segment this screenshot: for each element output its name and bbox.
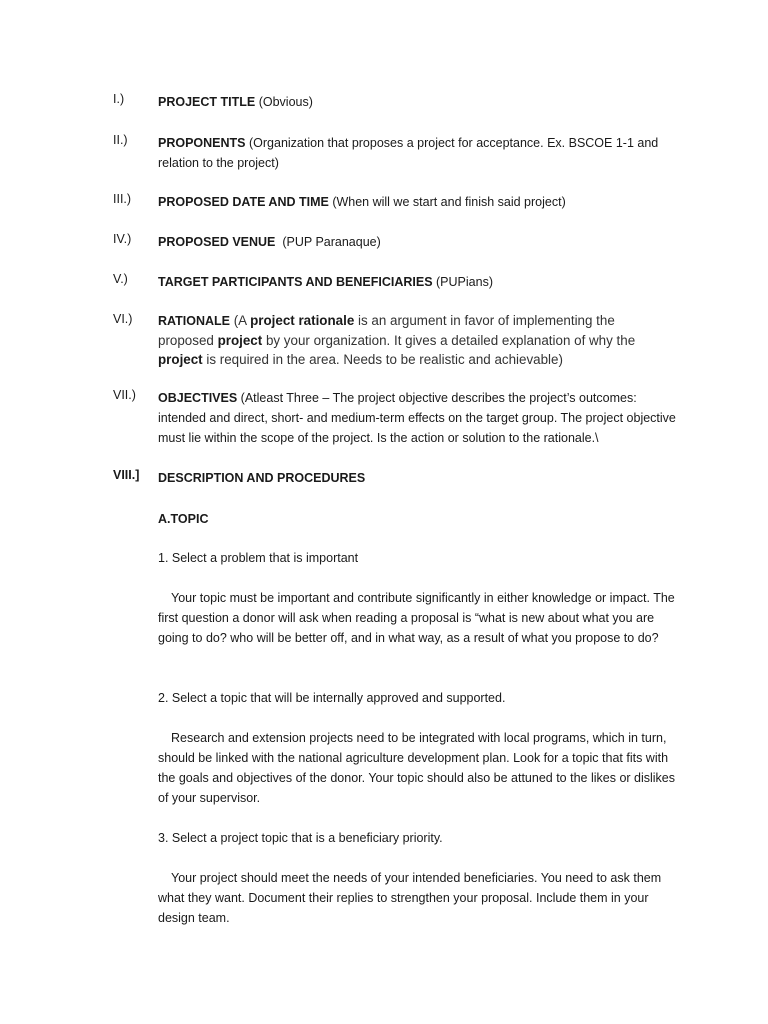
subsection-title: A.TOPIC	[158, 512, 209, 526]
item-body: Your topic must be important and contribute significantly in either knowledge or impact. The first question a donor will ask when reading a proposal is “what is new about what you are going to do? who will be better off, and in what way, as a result of what you propose to do?	[158, 591, 675, 645]
rationale-text: by your organization. It gives a detailed explanation of why the	[262, 333, 636, 348]
section-text	[158, 232, 688, 252]
section-text	[158, 468, 688, 488]
section-number: V.)	[113, 272, 128, 286]
section-number: VII.)	[113, 388, 136, 402]
rationale-term: project	[217, 333, 263, 348]
item-heading: 3. Select a project topic that is a beneficiary priority.	[158, 831, 443, 845]
section-title: PROPOSED DATE AND TIME	[158, 195, 329, 209]
section-desc: (Obvious)	[255, 95, 313, 109]
section-text	[158, 192, 688, 212]
section-desc: (PUP Paranaque)	[275, 235, 381, 249]
section-text	[158, 272, 688, 292]
section-title: OBJECTIVES	[158, 391, 238, 405]
subsection-heading	[158, 509, 688, 529]
section-number: III.)	[113, 192, 132, 206]
section-text	[158, 388, 683, 448]
section-title: TARGET PARTICIPANTS AND BENEFICIARIES	[158, 275, 433, 289]
item-body: Research and extension projects need to be integrated with local programs, which in turn, should be linked with the national agriculture development plan. Look for a topic that fits with the goals and objectives of the donor. Your topic should also be attuned to the likes or dislikes of your supervisor.	[158, 731, 676, 805]
section-number: II.)	[113, 133, 128, 147]
item-heading: 1. Select a problem that is important	[158, 551, 359, 565]
section-number: IV.)	[113, 232, 132, 246]
rationale-term: project rationale	[250, 313, 355, 328]
section-text	[158, 311, 638, 369]
section-title: PROJECT TITLE	[158, 95, 256, 109]
section-title: PROPONENTS	[158, 136, 246, 150]
section-title: RATIONALE	[158, 314, 230, 328]
section-desc: (When will we start and finish said project)	[328, 195, 566, 209]
rationale-text: is an argument in favor of implementing the proposed	[158, 313, 615, 348]
section-text	[158, 92, 688, 112]
section-number: VIII.]	[113, 468, 140, 482]
section-title: DESCRIPTION AND PROCEDURES	[158, 471, 366, 485]
section-desc: (Organization that proposes a project for acceptance. Ex. BSCOE 1-1 and relation to the project)	[158, 136, 659, 170]
rationale-text: (A	[230, 313, 251, 328]
rationale-term: project	[158, 352, 203, 367]
rationale-text: is required in the area. Needs to be realistic and achievable)	[202, 352, 563, 367]
section-title: PROPOSED VENUE	[158, 235, 276, 249]
section-number: I.)	[113, 92, 125, 106]
item-body: Your project should meet the needs of your intended beneficiaries. You need to ask them what they want. Document their replies to strengthen your proposal. Include them in your design team.	[158, 871, 662, 925]
section-desc: (Atleast Three – The project objective describes the project’s outcomes: intended and direct, short- and medium-term effects on the target group. The project objective must lie within the scope of the project. Is the action or solution to the rationale.\	[158, 391, 676, 445]
section-desc: (PUPians)	[432, 275, 493, 289]
item-heading: 2. Select a topic that will be internally approved and supported.	[158, 691, 506, 705]
section-number: VI.)	[113, 312, 133, 326]
section-text	[158, 133, 688, 173]
